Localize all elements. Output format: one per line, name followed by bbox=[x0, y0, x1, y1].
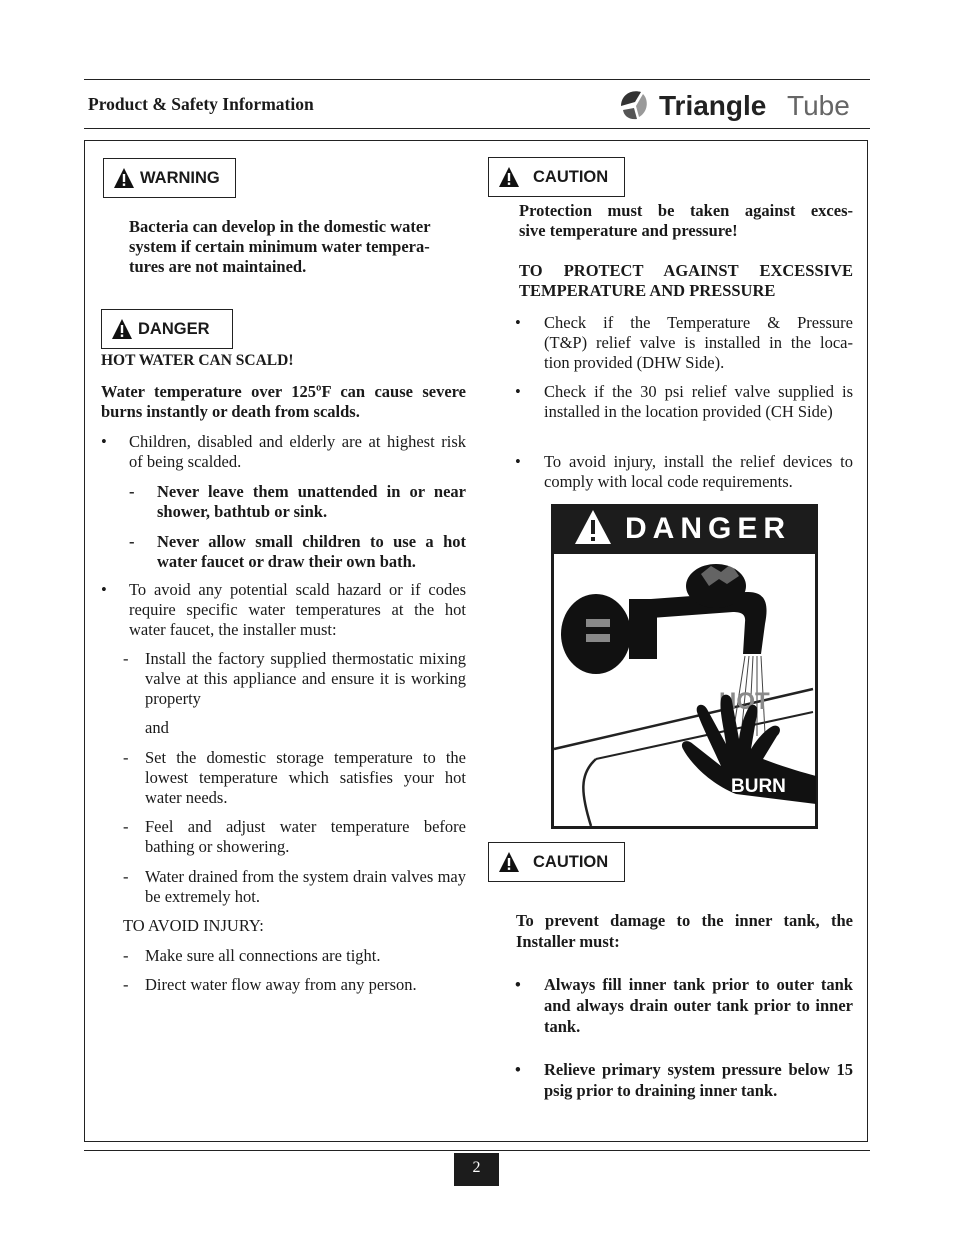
header-bottom-rule bbox=[84, 128, 870, 129]
warning-triangle-icon bbox=[111, 318, 133, 340]
bullet-marker: • bbox=[515, 975, 521, 994]
brand-logo bbox=[617, 86, 867, 124]
list-item-text: Install the factory supplied thermostatic mixing valve at this appliance and ensure it is working property bbox=[145, 649, 466, 708]
and-text: and bbox=[145, 718, 169, 737]
bullet-marker: • bbox=[515, 1060, 521, 1079]
list-item bbox=[515, 974, 853, 1037]
dash-marker: - bbox=[123, 975, 129, 994]
danger-label-box bbox=[101, 309, 233, 349]
warning-text-line: tures are not maintained. bbox=[129, 257, 307, 276]
sign-title: DANGER bbox=[625, 512, 792, 545]
list-item-text: Feel and adjust water temperature before bathing or showering. bbox=[145, 817, 466, 856]
brand-name-part1: Triangle bbox=[659, 90, 767, 121]
dash-marker: - bbox=[129, 532, 135, 551]
list-item-text: Set the domestic storage temperature to the lowest temperature which satisfies your hot water needs. bbox=[145, 748, 466, 807]
bullet-marker: • bbox=[101, 432, 107, 451]
list-item-text: Never leave them unattended in or near shower, bathtub or sink. bbox=[157, 482, 466, 521]
bullet-marker: • bbox=[515, 382, 521, 401]
danger-intro: Water temperature over 125ºF can cause severe burns instantly or death from scalds. bbox=[101, 382, 466, 421]
header-top-rule bbox=[84, 79, 870, 80]
list-item-text: Direct water flow away from any person. bbox=[145, 975, 417, 994]
dash-marker: - bbox=[123, 817, 129, 836]
list-item-text: Make sure all connections are tight. bbox=[145, 946, 381, 965]
list-item bbox=[123, 817, 466, 857]
warning-text bbox=[129, 217, 466, 277]
dash-marker: - bbox=[123, 867, 129, 886]
list-item bbox=[101, 580, 466, 640]
list-item bbox=[515, 382, 853, 422]
warning-triangle-icon bbox=[113, 167, 135, 189]
caution-label-box bbox=[488, 842, 625, 882]
caution-label: CAUTION bbox=[533, 852, 609, 871]
list-item-line: (T&P) relief valve is installed in the loca- bbox=[544, 333, 853, 352]
warning-label-box bbox=[103, 158, 236, 198]
list-item-text: Check if the 30 psi relief valve supplied is installed in the location provided (CH Side) bbox=[544, 382, 853, 421]
list-item-text: Never allow small children to use a hot water faucet or draw their own bath. bbox=[157, 532, 466, 571]
warning-triangle-icon bbox=[498, 166, 520, 188]
danger-heading: HOT WATER CAN SCALD! bbox=[101, 352, 294, 369]
warning-label: WARNING bbox=[140, 168, 220, 187]
list-item-text: To avoid injury, install the relief devices to comply with local code requirements. bbox=[544, 452, 853, 491]
danger-sign bbox=[551, 504, 818, 829]
danger-label: DANGER bbox=[138, 319, 210, 338]
bullet-marker: • bbox=[515, 452, 521, 471]
dash-marker: - bbox=[123, 946, 129, 965]
list-item-text: To avoid any potential scald hazard or if codes require specific water temperatures at the hot water faucet, the installer must: bbox=[129, 580, 466, 639]
list-item bbox=[515, 452, 853, 492]
warning-triangle-icon bbox=[498, 851, 520, 873]
list-item-text: Water drained from the system drain valves may be extremely hot. bbox=[145, 867, 466, 906]
section-title: Product & Safety Information bbox=[88, 94, 314, 114]
list-item-text: Relieve primary system pressure below 15 psig prior to draining inner tank. bbox=[544, 1060, 853, 1100]
sign-burn-text: BURN bbox=[731, 776, 786, 797]
caution-text: To prevent damage to the inner tank, the Installer must: bbox=[516, 911, 853, 951]
list-item bbox=[515, 1059, 853, 1101]
avoid-injury-heading: TO AVOID INJURY: bbox=[123, 916, 264, 935]
bullet-marker: • bbox=[515, 313, 521, 332]
caution-text-line: sive temperature and pressure! bbox=[519, 221, 738, 240]
list-item bbox=[515, 313, 853, 373]
protect-heading bbox=[519, 261, 853, 301]
sign-hot-text: HOT bbox=[719, 688, 770, 715]
protect-heading-line: TEMPERATURE AND PRESSURE bbox=[519, 281, 776, 300]
list-item-text: Always fill inner tank prior to outer tank and always drain outer tank prior to inner tank. bbox=[544, 975, 853, 1036]
caution-label-box bbox=[488, 157, 625, 197]
caution-text-line: Protection must be taken against exces- bbox=[519, 201, 853, 220]
caution-label: CAUTION bbox=[533, 167, 609, 186]
brand-logo-icon bbox=[617, 86, 867, 124]
footer-rule bbox=[84, 1150, 870, 1151]
list-item bbox=[123, 649, 466, 709]
list-item bbox=[123, 946, 466, 966]
bullet-marker: • bbox=[101, 580, 107, 599]
dash-marker: - bbox=[123, 649, 129, 668]
caution-text bbox=[519, 201, 853, 241]
list-item bbox=[123, 975, 466, 995]
list-item-line: tion provided (DHW Side). bbox=[544, 353, 725, 372]
list-item-text: Children, disabled and elderly are at highest risk of being scalded. bbox=[129, 432, 466, 471]
list-item bbox=[129, 532, 466, 572]
list-item-line: Check if the Temperature & Pressure bbox=[544, 313, 853, 332]
list-item bbox=[123, 748, 466, 808]
brand-name-part2: Tube bbox=[787, 90, 850, 121]
protect-heading-line: TO PROTECT AGAINST EXCESSIVE bbox=[519, 261, 853, 280]
dash-marker: - bbox=[123, 748, 129, 767]
warning-text-line: system if certain minimum water tempera- bbox=[129, 237, 430, 256]
dash-marker: - bbox=[129, 482, 135, 501]
list-item bbox=[129, 482, 466, 522]
warning-text-line: Bacteria can develop in the domestic water bbox=[129, 217, 431, 236]
page-number: 2 bbox=[454, 1153, 499, 1186]
list-item bbox=[101, 432, 466, 472]
list-item bbox=[123, 867, 466, 907]
danger-sign-graphic bbox=[551, 504, 818, 829]
